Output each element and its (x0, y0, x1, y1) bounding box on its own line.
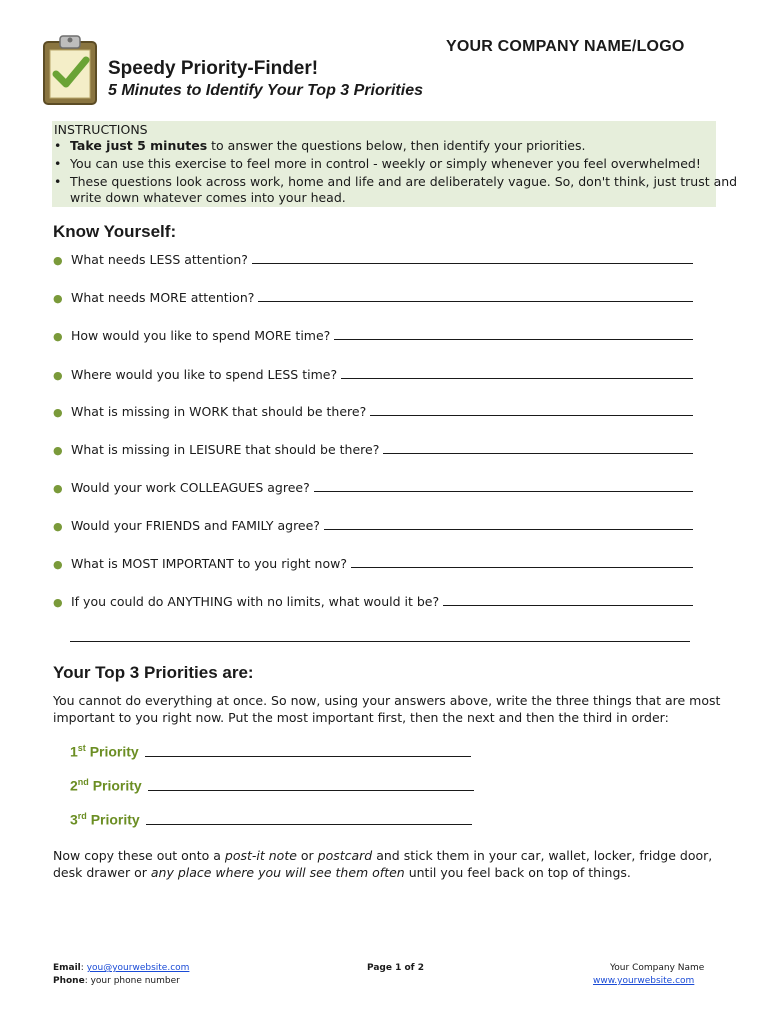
question-text: Where would you like to spend LESS time? (71, 367, 338, 382)
website-link[interactable]: www.yourwebsite.com (593, 976, 695, 986)
bullet-icon: ● (53, 596, 63, 609)
priority-row-3 (70, 810, 472, 828)
instruction-text-continued: write down whatever comes into your head. (70, 190, 346, 205)
answer-line[interactable] (351, 567, 693, 568)
outro-line: desk drawer or any place where you will see them often until you feel back on top of things. (53, 865, 631, 880)
question-text: What needs LESS attention? (71, 252, 248, 267)
section-heading-know-yourself: Know Yourself: (53, 222, 177, 241)
question-text: Would your work COLLEAGUES agree? (71, 480, 310, 495)
answer-line[interactable] (252, 263, 693, 264)
question-row (53, 515, 693, 533)
question-text: How would you like to spend MORE time? (71, 328, 331, 343)
priority-row-2 (70, 776, 474, 794)
footer-email: Email: you@yourwebsite.com (53, 963, 190, 973)
answer-line[interactable] (341, 378, 693, 379)
question-text: Would your FRIENDS and FAMILY agree? (71, 518, 320, 533)
instruction-text: You can use this exercise to feel more in control - weekly or simply whenever you feel overwhelmed! (70, 156, 701, 171)
bullet-icon: ● (53, 520, 63, 533)
bullet-icon: • (54, 174, 62, 189)
instruction-item (54, 173, 737, 190)
question-text: If you could do ANYTHING with no limits, what would it be? (71, 594, 440, 609)
bullet-icon: ● (53, 292, 63, 305)
answer-line[interactable] (258, 301, 693, 302)
priorities-outro (53, 847, 723, 881)
bullet-icon: ● (53, 330, 63, 343)
page-title: Speedy Priority-Finder! (108, 58, 319, 79)
instruction-text: These questions look across work, home and life and are deliberately vague. So, don't think, just trust and (70, 174, 738, 189)
answer-line[interactable] (443, 605, 693, 606)
priority-answer-line[interactable] (146, 824, 472, 825)
priority-label: 3rd Priority (70, 811, 140, 828)
page-number: Page 1 of 2 (367, 963, 424, 973)
section-heading-top-priorities: Your Top 3 Priorities are: (53, 663, 254, 682)
footer-company: Your Company Name (610, 963, 705, 973)
bullet-icon: ● (53, 406, 63, 419)
question-row (53, 553, 693, 571)
question-row (53, 477, 693, 495)
priority-label: 2nd Priority (70, 777, 142, 794)
answer-line[interactable] (314, 491, 693, 492)
priority-answer-line[interactable] (145, 756, 471, 757)
priority-answer-line[interactable] (148, 790, 474, 791)
bullet-icon: ● (53, 558, 63, 571)
outro-line: Now copy these out onto a post-it note or postcard and stick them in your car, wallet, locker, fridge door, (53, 848, 713, 863)
instruction-item (54, 155, 701, 172)
answer-line[interactable] (370, 415, 693, 416)
instruction-item (54, 137, 585, 154)
answer-line-extra[interactable] (70, 641, 690, 642)
bullet-icon: ● (53, 444, 63, 457)
bullet-icon: ● (53, 254, 63, 267)
question-text: What is missing in WORK that should be there? (71, 404, 367, 419)
bullet-icon: • (54, 156, 62, 171)
question-row (53, 591, 693, 609)
priorities-intro-line: You cannot do everything at once. So now, using your answers above, write the three things that are most (53, 693, 721, 708)
priorities-intro-line: important to you right now. Put the most important first, then the next and then the third in order: (53, 710, 669, 725)
bullet-icon: ● (53, 369, 63, 382)
question-row (53, 364, 693, 382)
priority-label: 1st Priority (70, 743, 139, 760)
company-name-logo: YOUR COMPANY NAME/LOGO (446, 38, 685, 55)
question-row (53, 287, 693, 305)
question-text: What is missing in LEISURE that should be there? (71, 442, 380, 457)
question-row (53, 401, 693, 419)
question-row (53, 325, 693, 343)
answer-line[interactable] (324, 529, 693, 530)
email-link[interactable]: you@yourwebsite.com (86, 963, 190, 973)
instructions-heading: INSTRUCTIONS (54, 122, 148, 137)
instruction-text: to answer the questions below, then identify your priorities. (207, 138, 586, 153)
footer-phone: Phone: your phone number (53, 976, 180, 986)
priority-row-1 (70, 742, 471, 760)
instruction-emphasis: Take just 5 minutes (70, 138, 208, 153)
page-subtitle: 5 Minutes to Identify Your Top 3 Priorities (108, 82, 423, 99)
priorities-intro (53, 692, 723, 726)
bullet-icon: • (54, 138, 62, 153)
question-row (53, 439, 693, 457)
question-text: What needs MORE attention? (71, 290, 255, 305)
clipboard-check-icon (40, 34, 100, 106)
bullet-icon: ● (53, 482, 63, 495)
answer-line[interactable] (334, 339, 693, 340)
question-row (53, 249, 693, 267)
answer-line[interactable] (383, 453, 693, 454)
question-text: What is MOST IMPORTANT to you right now? (71, 556, 347, 571)
